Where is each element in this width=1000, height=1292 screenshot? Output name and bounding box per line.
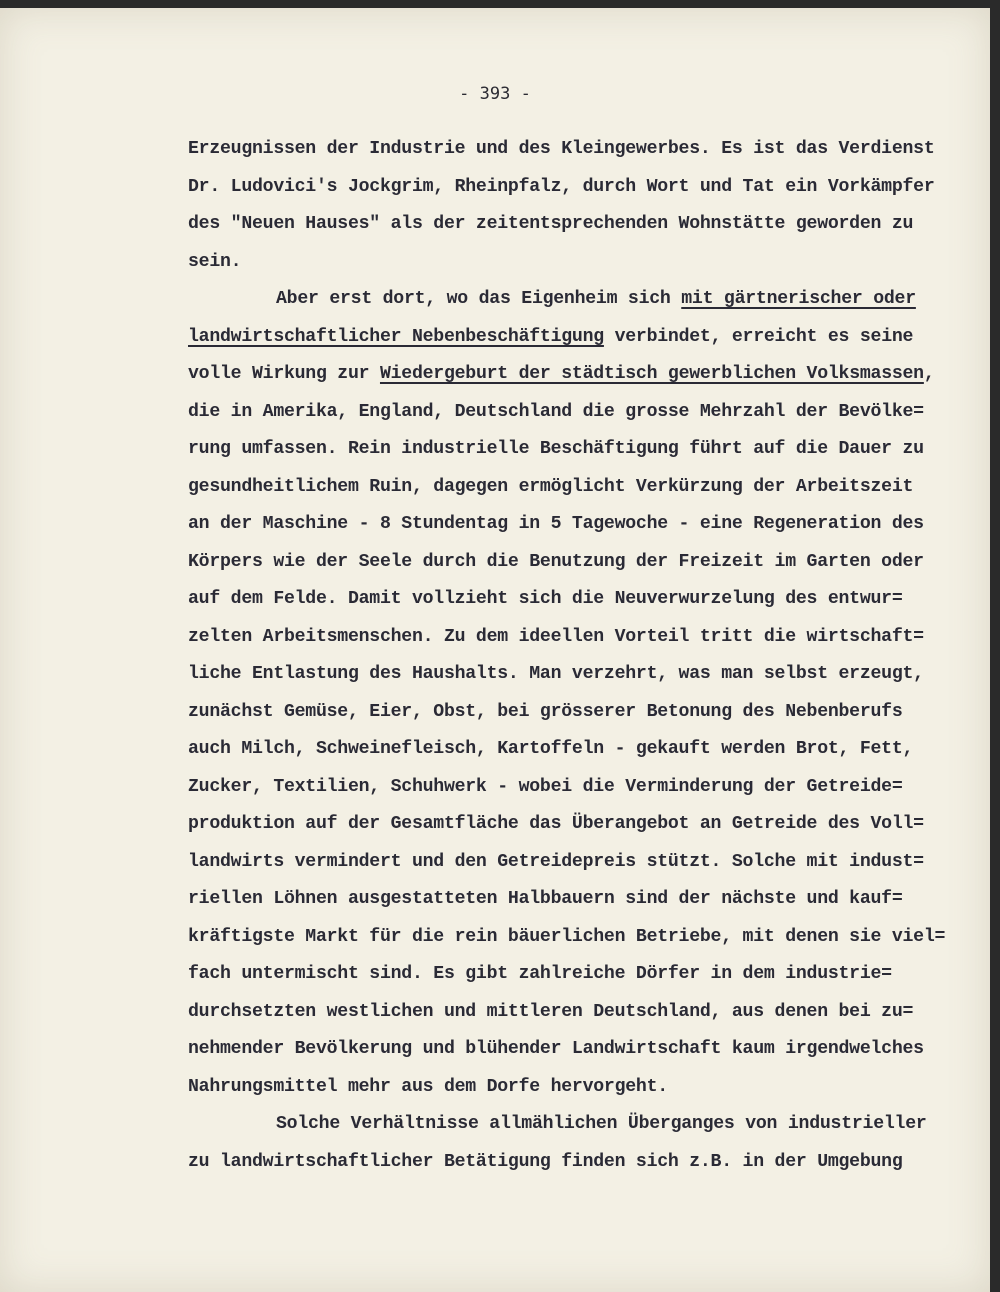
- text-segment: durchsetzten westlichen und mittleren Deutschland, aus denen bei zu=: [188, 1001, 914, 1022]
- text-segment: zunächst Gemüse, Eier, Obst, bei grösserer Betonung des Nebenberufs: [188, 701, 903, 722]
- text-segment: rung umfassen. Rein industrielle Beschäftigung führt auf die Dauer zu: [188, 439, 924, 459]
- underlined-phrase: Wiedergeburt der städtisch gewerblichen Volksmassen: [379, 364, 924, 384]
- text-segment: Solche Verhältnisse allmählichen Überganges von industrieller: [276, 1114, 927, 1134]
- text-segment: produktion auf der Gesamtfläche das Überangebot an Getreide des Voll=: [188, 814, 924, 834]
- text-line: [188, 363, 935, 385]
- text-segment: zelten Arbeitsmenschen. Zu dem ideellen Vorteil tritt die wirtschaft=: [188, 626, 924, 647]
- text-segment: gesundheitlichem Ruin, dagegen ermöglicht Verkürzung der Arbeitszeit: [188, 476, 914, 497]
- text-segment: Körpers wie der Seele durch die Benutzung der Freizeit im Garten oder: [188, 551, 924, 572]
- text-line: [188, 813, 924, 835]
- scan-border-right: [990, 0, 1000, 1292]
- text-segment: Dr. Ludovici's Jockgrim, Rheinpfalz, durch Wort und Tat ein Vorkämpfer: [188, 176, 935, 197]
- text-line: [188, 926, 945, 948]
- document-page: [0, 8, 990, 1292]
- text-segment: volle Wirkung zur: [188, 364, 380, 384]
- text-line: [188, 663, 924, 685]
- text-line: [188, 138, 935, 160]
- text-segment: an der Maschine - 8 Stundentag in 5 Tagewoche - eine Regeneration des: [188, 514, 924, 534]
- text-line: [188, 213, 913, 235]
- text-segment: Aber erst dort, wo das Eigenheim sich: [276, 289, 682, 309]
- text-line: [188, 851, 924, 873]
- text-line: [188, 738, 913, 760]
- text-line: [188, 626, 924, 648]
- text-line: [188, 476, 913, 498]
- text-segment: fach untermischt sind. Es gibt zahlreiche Dörfer in dem industrie=: [188, 964, 892, 984]
- text-line: [276, 288, 916, 310]
- text-segment: ,: [923, 364, 935, 384]
- text-segment: zu landwirtschaftlicher Betätigung finden sich z.B. in der Umgebung: [188, 1151, 903, 1172]
- text-segment: landwirts vermindert und den Getreidepreis stützt. Solche mit indust=: [188, 851, 924, 872]
- text-line: [188, 776, 903, 798]
- text-segment: die in Amerika, England, Deutschland die grosse Mehrzahl der Bevölke=: [188, 401, 924, 422]
- underlined-phrase: landwirtschaftlicher Nebenbeschäftigung: [188, 326, 604, 347]
- scan-border-top: [0, 0, 1000, 8]
- text-segment: des "Neuen Hauses" als der zeitentsprechenden Wohnstätte geworden zu: [188, 214, 914, 234]
- text-line: [188, 1076, 668, 1098]
- underlined-phrase: mit gärtnerischer oder: [681, 289, 916, 309]
- text-segment: liche Entlastung des Haushalts. Man verzehrt, was man selbst erzeugt,: [188, 664, 924, 684]
- text-segment: kräftigste Markt für die rein bäuerlichen Betriebe, mit denen sie viel=: [188, 926, 946, 947]
- text-line: [188, 551, 924, 573]
- text-segment: Erzeugnissen der Industrie und des Kleingewerbes. Es ist das Verdienst: [188, 139, 935, 159]
- text-segment: riellen Löhnen ausgestatteten Halbbauern sind der nächste und kauf=: [188, 889, 903, 909]
- text-line: [188, 1038, 924, 1060]
- text-line: [188, 326, 913, 348]
- text-line: [188, 176, 935, 198]
- text-line: [188, 963, 892, 985]
- text-segment: sein.: [188, 251, 242, 272]
- text-segment: Zucker, Textilien, Schuhwerk - wobei die Verminderung der Getreide=: [188, 776, 903, 797]
- text-segment: auf dem Felde. Damit vollzieht sich die Neuverwurzelung des entwur=: [188, 589, 903, 609]
- text-line: [188, 438, 924, 460]
- text-line: [188, 401, 924, 423]
- text-line: [188, 251, 241, 273]
- page-number: - 393 -: [459, 84, 531, 104]
- text-line: [188, 888, 903, 910]
- text-line: [188, 1151, 903, 1173]
- text-segment: verbindet, erreicht es seine: [603, 326, 914, 347]
- text-line: [188, 1001, 913, 1023]
- text-segment: Nahrungsmittel mehr aus dem Dorfe hervorgeht.: [188, 1076, 668, 1097]
- text-line: [188, 701, 903, 723]
- text-line: [188, 588, 903, 610]
- text-line: [276, 1113, 927, 1135]
- text-line: [188, 513, 924, 535]
- text-segment: auch Milch, Schweinefleisch, Kartoffeln - gekauft werden Brot, Fett,: [188, 739, 914, 759]
- text-segment: nehmender Bevölkerung und blühender Landwirtschaft kaum irgendwelches: [188, 1039, 924, 1059]
